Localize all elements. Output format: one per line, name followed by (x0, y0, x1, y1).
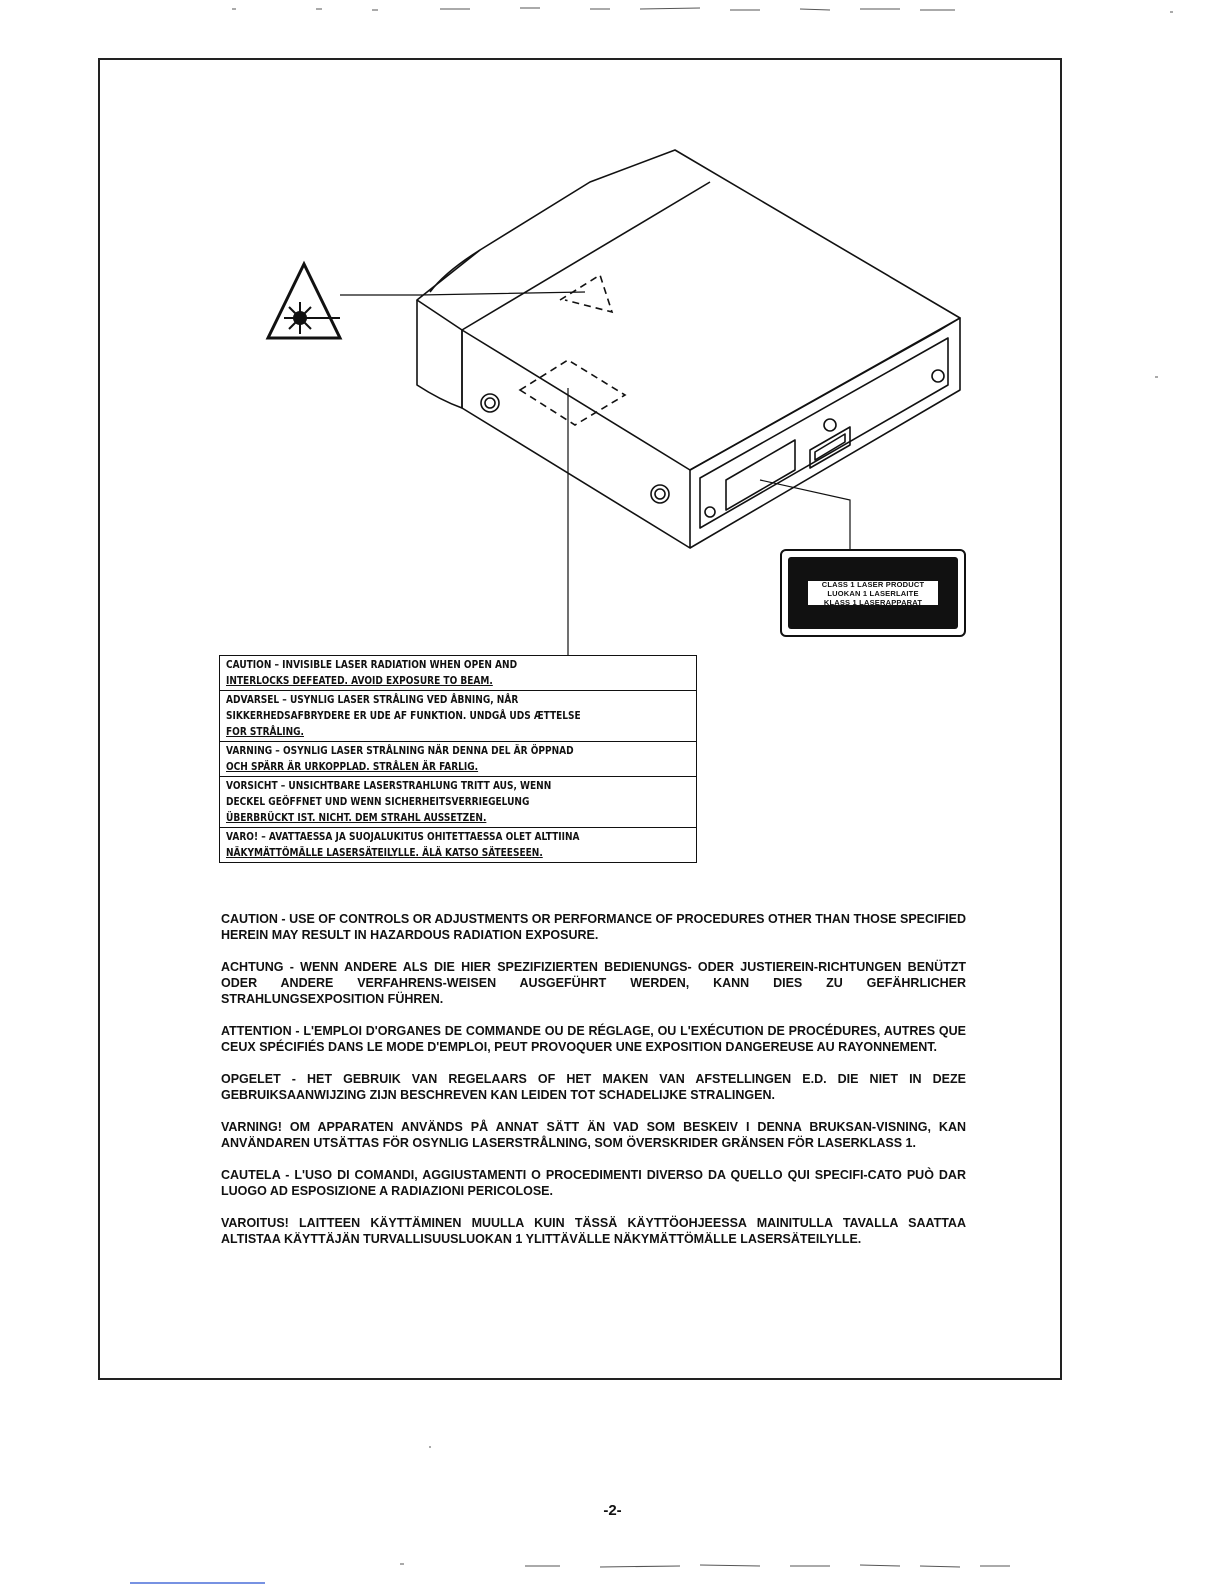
notices (221, 911, 966, 1263)
caution-table (219, 655, 697, 863)
caution-line: INTERLOCKS DEFEATED. AVOID EXPOSURE TO BEAM. (226, 674, 493, 687)
label-line-1: CLASS 1 LASER PRODUCT (821, 579, 925, 589)
caution-line: VORSICHT – UNSICHTBARE LASERSTRAHLUNG TRITT AUS, WENN (226, 779, 552, 792)
caution-row-swedish (220, 742, 696, 777)
caution-line: DECKEL GEÖFFNET UND WENN SICHERHEITSVERRIEGELUNG (226, 795, 530, 808)
caution-row-danish (220, 691, 696, 742)
caution-line: ÜBERBRÜCKT IST. NICHT. DEM STRAHL AUSSETZEN. (226, 811, 487, 824)
caution-row-german (220, 777, 696, 828)
caution-line: ADVARSEL – USYNLIG LASER STRÅLING VED ÅBNING, NÅR (226, 693, 519, 706)
caution-row-english (220, 656, 696, 691)
notice-italian: CAUTELA - L'USO DI COMANDI, AGGIUSTAMENTI O PROCEDIMENTI DIVERSO DA QUELLO QUI SPECIFI-CATO PUÒ DAR LUOGO AD ESPOSIZIONE A RADIAZIONI PERICOLOSE. (221, 1168, 966, 1198)
label-black-border (788, 557, 958, 629)
caution-line: OCH SPÄRR ÄR URKOPPLAD. STRÅLEN ÄR FARLIG. (226, 760, 479, 773)
notice-dutch: OPGELET - HET GEBRUIK VAN REGELAARS OF HET MAKEN VAN AFSTELLINGEN E.D. DIE NIET IN DEZE GEBRUIKSAANWIJZING ZIJN BESCHREVEN KAN LEIDEN TOT SCHADELIJKE STRALINGEN. (221, 1072, 966, 1102)
label-line-2: LUOKAN 1 LASERLAITE (827, 588, 919, 598)
caution-line: FOR STRÅLING. (226, 725, 304, 738)
notice-german: ACHTUNG - WENN ANDERE ALS DIE HIER SPEZIFIZIERTEN BEDIENUNGS- ODER JUSTIEREIN-RICHTUNGEN BENÜTZT ODER ANDERE VERFAHRENS-WEISEN AUSGEFÜHRT WERDEN, KANN DIES ZU GEFÄHRLICHER STRAHLUNGSEXPOSITION FÜHREN. (221, 960, 966, 1006)
label-text-area (808, 581, 938, 605)
caution-line: VARNING – OSYNLIG LASER STRÅLNING NÄR DENNA DEL ÄR ÖPPNAD (226, 744, 574, 757)
page-number: -2- (603, 1502, 622, 1519)
class-1-laser-label (780, 549, 966, 637)
laser-warning-icon (268, 264, 340, 338)
caution-line: SIKKERHEDSAFBRYDERE ER UDE AF FUNKTION. UNDGÅ UDS ÆTTELSE (226, 709, 581, 722)
notice-english: CAUTION - USE OF CONTROLS OR ADJUSTMENTS OR PERFORMANCE OF PROCEDURES OTHER THAN THOSE SPECIFIED HEREIN MAY RESULT IN HAZARDOUS RADIATION EXPOSURE. (221, 912, 966, 942)
caution-row-finnish (220, 828, 696, 863)
caution-line: NÄKYMÄTTÖMÄLLE LASERSÄTEILYLLE. ÄLÄ KATSO SÄTEESEEN. (226, 846, 543, 859)
caution-line: CAUTION – INVISIBLE LASER RADIATION WHEN OPEN AND (226, 658, 518, 671)
label-line-3: KLASS 1 LASERAPPARAT (823, 597, 923, 607)
notice-french: ATTENTION - L'EMPLOI D'ORGANES DE COMMANDE OU DE RÉGLAGE, OU L'EXÉCUTION DE PROCÉDURES, AUTRES QUE CEUX SPÉCIFIÉS DANS LE MODE D'EMPLOI, PEUT PROVOQUER UNE EXPOSITION DANGEREUSE AU RAYONNEMENT. (221, 1024, 966, 1054)
notice-finnish: VAROITUS! LAITTEEN KÄYTTÄMINEN MUULLA KUIN TÄSSÄ KÄYTTÖOHJEESSA MAINITULLA TAVALLA SAATTAA ALTISTAA KÄYTTÄJÄN TURVALLISUUSLUOKAN 1 YLITTÄVÄLLE NÄKYMÄTTÖMÄLLE LASERSÄTEILYLLE. (221, 1216, 966, 1246)
notice-swedish: VARNING! OM APPARATEN ANVÄNDS PÅ ANNAT SÄTT ÄN VAD SOM BESKEIV I DENNA BRUKSAN-VISNING, KAN ANVÄNDAREN UTSÄTTAS FÖR OSYNLIG LASERSTRÅLNING, SOM ÖVERSKRIDER GRÄNSEN FÖR LASERKLASS 1. (221, 1120, 966, 1150)
caution-line: VARO! – AVATTAESSA JA SUOJALUKITUS OHITETTAESSA OLET ALTTIINA (226, 830, 580, 843)
